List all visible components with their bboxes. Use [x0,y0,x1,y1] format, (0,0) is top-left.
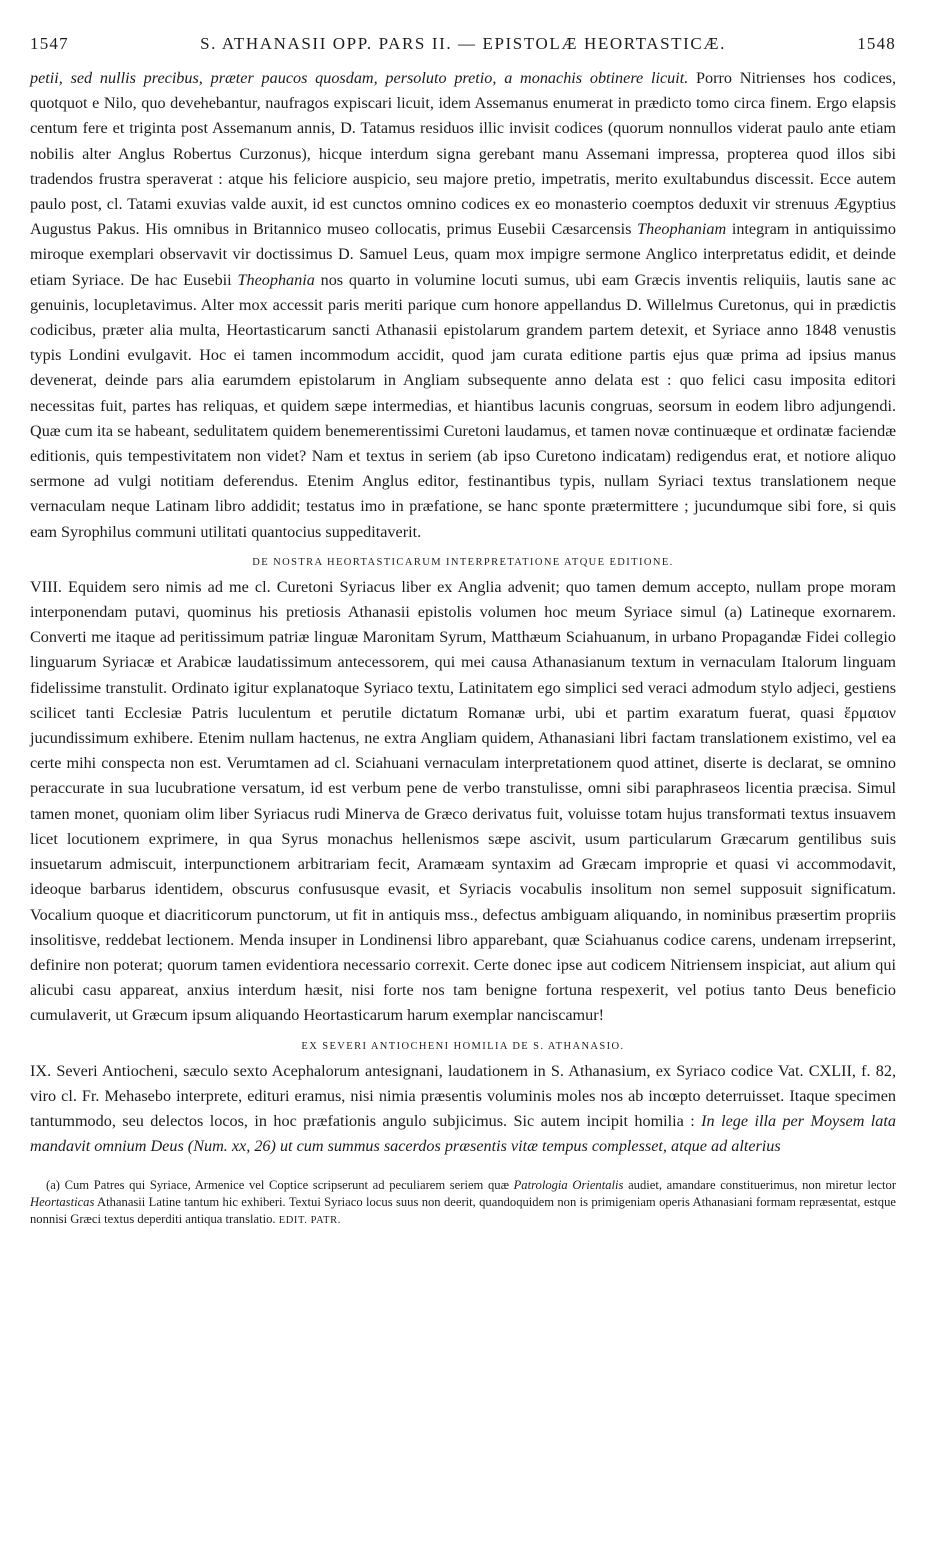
intro-text-2: integram in antiquissimo miroque exemplari observavit vir doctissimus D. Samuel Leus, quam mox impigre sermone Anglico interpretatus edidit, et deinde etiam Syriace. De hac Eusebii [30,220,896,289]
section-9-text: Severi Antiocheni, sæculo sexto Acephalorum antesignani, laudationem in S. Athanasium, ex Syriaco codice Vat. CXLII, f. 82, viro cl. Fr. Mehasebo interprete, edituri eramus, nisi nimia præsentis voluminis moles nos ab incœpto deterruisset. Itaque specimen tantummodo, seu delectos locos, in hoc præfationis angulo subjicimus. Sic autem incipit homilia : [30,1061,896,1130]
intro-paragraph [30,66,896,545]
footnote [30,1177,896,1229]
section-9-italic: In lege illa per Moysem lata mandavit omnium Deus (Num. xx, 26) ut cum summus sacerdos præsentis vitæ tempus complesset, atque ad alterius [30,1111,896,1156]
main-text [30,66,896,1159]
footnote-italic-1: Patrologia Orientalis [513,1178,624,1193]
footnote-text-3: Athanasii Latine tantum hic exhiberi. Textui Syriaco locus suus non deerit, quandoquidem non is primigeniam operis Athanasiani formam repræsentat, estque nonnisi Græci textus deperditi antiqua translatio. [30,1195,896,1227]
section-8-paragraph [30,575,896,1029]
intro-italic-1: petii, sed nullis precibus, præter paucos quosdam, persoluto pretio, a monachis obtinere licuit. [30,69,689,87]
section-8-number: VIII. [30,577,62,596]
running-title: S. ATHANASII OPP. PARS II. — EPISTOLÆ HEORTASTICÆ. [200,34,726,53]
intro-italic-2: Theophaniam [637,220,727,239]
page-number-right: 1548 [857,34,896,53]
footnote-text-1: (a) Cum Patres qui Syriace, Armenice vel Coptice scripserunt ad peculiarem seriem quæ [46,1178,514,1193]
intro-italic-3: Theophania [237,270,315,289]
page [30,34,896,1229]
intro-text-1: Porro Nitrienses hos codices, quotquot e Nilo, quo devehebantur, naufragos expiscari licuit, idem Assemanus enumerat in prædicto tomo circa finem. Ergo elapsis centum fere et triginta post Assemanum annis, D. Tatamus residuos illic invisit codices (quorum nonnullos viderat paulo ante etiam nobilis alter Anglus Robertus Curzonus), hicque interdum signa gerebant manu Assemani impressa, propterea quod illos sibi tradendos frustra speraverat : atque his feliciore auspicio, seu majore pretio, impetratis, merito exultabundus discessit. Ecce autem paulo post, cl. Tatami exuvias valde auxit, id est cunctos omnino codices ex eo monasterio coemptos deduxit vir strenuus Ægyptius Augustus Pakus. His omnibus in Britannico museo collocatis, primus Eusebii Cæsarcensis [30,69,896,239]
footnote-italic-2: Heortasticas [30,1195,95,1210]
section-9-paragraph [30,1059,896,1160]
page-number-left: 1547 [30,34,69,53]
section-9-heading: EX SEVERI ANTIOCHENI HOMILIA DE S. ATHANASIO. [301,1040,625,1052]
intro-text-3: nos quarto in volumine locuti sumus, ubi eam Græcis inventis reliquiis, lautis sane ac genuinis, locupletavimus. Alter mox accessit paris meriti parique cum honore appellandus D. Willelmus Curetonus, qui in prædictis codicibus, præter alia multa, Heortasticarum sancti Athanasii epistolarum grandem partem detexit, et Syriace anno 1848 venustis typis Londini evulgavit. Hoc ei tamen incommodum accidit, quod jam curata editione partis ejus quæ prima ad ipsius manus devenerat, deinde pars alia earumdem epistolarum in Angliam subsequente anno delata est : quo felici casu imposita editori necessitas fuit, partes has reliquas, et quidem sæpe intermedias, et hiantibus lacunis congruas, seorsum in eodem libro adjungendi. Quæ cum ita se habeant, sedulitatem quidem benemerentissimi Curetoni laudamus, et tamen novæ continuæque et ordinatæ faciendæ editionis, quis tempestivitatem non videt? Nam et textus in seriem (ab ipso Curetono indicatam) redigendus erat, et notiore aliquo sermone ad vulgi notitiam deferendus. Etenim Anglus editor, festinantibus typis, nullam Syriaci textus translationem neque vernaculam neque Latinam libro addidit; testatus imo in præfatione, se hanc sponte prætermittere ; jucundumque sibi fore, si quis eam Syrophilus communi utilitati quantocius suppeditaverit. [30,270,897,541]
section-8-heading: DE NOSTRA HEORTASTICARUM INTERPRETATIONE ATQUE EDITIONE. [252,556,674,568]
footnote-text-2: audiet, amandare constituerimus, non miretur lector [623,1178,897,1193]
running-header [30,34,896,66]
section-9-number: IX. [30,1061,52,1080]
section-8-text: Equidem sero nimis ad me cl. Curetoni Syriacus liber ex Anglia advenit; quo tamen demum accepto, nullam prope moram interponendam putavi, quominus his pretiosis Athanasii epistolis volumen hoc meum Syriace simul (a) Latineque exornarem. Converti me itaque ad peritissimum patriæ linguæ Maronitam Syrum, Matthæum Sciahuanum, in urbano Propagandæ Fidei collegio linguarum Syriacæ et Arabicæ laudatissimum antecessorem, qui mei causa Athanasianum textum in vernaculam Italorum linguam fidelissime transtulit. Ordinato igitur explanatoque Syriaco textu, Latinitatem ego simplici sed veraci admodum stylo adjeci, gestiens scilicet tanti Ecclesiæ Patris luculentum et perutile dictatum Romanæ urbi, ubi et partim exaratum fuerat, quasi ἕρμαιον jucundissimum exhibere. Etenim nullam hactenus, ne extra Angliam quidem, Athanasiani libri factam translationem existimo, vel ea certe mihi conspecta non est. Verumtamen ad cl. Sciahuani vernaculam interpretationem quod attinet, diserte is declarat, se omnino peraccurate in sua lucubratione versatum, id est verbum pene de verbo transtulisse, omni sibi paraphraseos licentia præcisa. Simul tamen monet, quoniam olim liber Syriacus rudi Minerva de Græco derivatus fuit, voluisse totam hujus transformati textus insuavem licet locutionem exprimere, in qua Syrus monachus hellenismos sæpe ascivit, usum particularum Græcarum gentilibus suis insuetarum admiscuit, interpunctionem arbitrariam fecit, Aramæam syntaxim ad Græcam improprie et quasi vi accommodavit, ideoque barbarus identidem, obscurus confususque evasit, et Syriacis vocabulis insolitum non semel supposuit significatum. Vocalium quoque et diacriticorum punctorum, ut fit in antiquis mss., defectus ambiguam aliquando, in nominibus præsertim propriis insolitisve, reddebat lectionem. Menda insuper in Londinensi libro apparebant, quæ Sciahuanus codice carens, undenam irrepserint, definire non poterat; quorum tamen evidentiora necessario correxit. Certe donec ipse aut codicem Nitriensem inspiciat, aut alium qui alicubi casu appareat, anxius interdum hæsit, nisi forte nos tam benigne fortuna respexerit, vel potius tanto Deus beneficio cumulaverit, ut Græcum ipsum aliquando Heortasticarum harum exemplar nanciscamur! [30,577,896,1025]
footnote-signature: EDIT. PATR. [278,1215,342,1227]
